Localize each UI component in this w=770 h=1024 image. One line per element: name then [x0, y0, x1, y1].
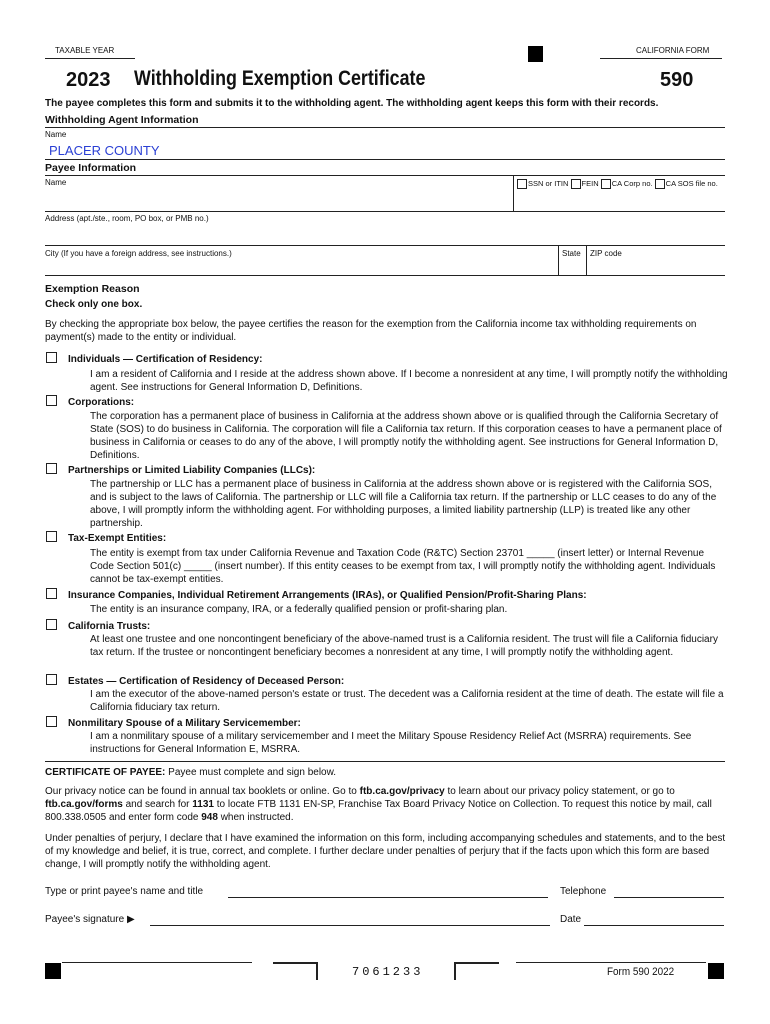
agent-name-label: Name — [45, 130, 67, 139]
barcode-bracket-right-side — [454, 962, 456, 980]
telephone-label: Telephone — [560, 886, 607, 897]
form-number: 590 — [660, 69, 694, 91]
name-title-field[interactable] — [228, 897, 548, 898]
nonmilitary-spouse-checkbox[interactable] — [46, 716, 57, 727]
form-footer: Form 590 2022 — [607, 966, 675, 978]
telephone-field[interactable] — [614, 897, 724, 898]
form-year: 2023 — [66, 69, 111, 91]
footer-registration-mark-right — [708, 963, 724, 979]
privacy-text-3: and search for — [122, 799, 193, 810]
taxable-year-rule — [45, 58, 135, 59]
zip-divider — [586, 245, 587, 275]
form-title: Withholding Exemption Certificate — [134, 67, 426, 90]
certificate-top-rule — [45, 761, 725, 762]
option-individuals-text: I am a resident of California and I reside at the address shown above. If I become a nonresident at any time, I will promptly notify the withholding agent. See instructions for General Information D, Definitions. — [90, 369, 728, 393]
ca-form-rule — [600, 58, 722, 59]
california-form-label: CALIFORNIA FORM — [636, 46, 710, 55]
option-tax-exempt-text: The entity is exempt from tax under California Revenue and Taxation Code (R&TC) Section 23701 _____ (insert letter) or Internal Revenue Code Section 501(c) _____ (insert number). If this entity ceases to be exempt from tax, I will promptly notify the withholding agent. Individuals cannot be tax-exempt entities. — [90, 548, 716, 585]
city-label: City (If you have a foreign address, see instructions.) — [45, 249, 232, 258]
city-rule — [45, 275, 725, 276]
privacy-text-1: Our privacy notice can be found in annual tax booklets or online. Go to — [45, 786, 360, 797]
payee-section-title: Payee Information — [45, 162, 137, 174]
ssn-checkbox[interactable] — [517, 179, 527, 189]
ca-sos-checkbox[interactable] — [655, 179, 665, 189]
signature-label: Payee's signature ▶ — [45, 914, 135, 925]
intro-text: The payee completes this form and submits it to the withholding agent. The withholding agent keeps this form with their records. — [45, 98, 659, 109]
trusts-checkbox[interactable] — [46, 619, 57, 630]
privacy-text-5: when instructed. — [217, 812, 294, 823]
barcode-bracket-right-top — [454, 962, 499, 964]
option-trusts-title: California Trusts: — [68, 621, 151, 632]
barcode-bracket-left-top — [273, 962, 318, 964]
corporations-checkbox[interactable] — [46, 395, 57, 406]
footer-rule-right — [516, 962, 706, 963]
privacy-link[interactable]: ftb.ca.gov/privacy — [359, 786, 445, 797]
option-tax-exempt-title: Tax-Exempt Entities: — [68, 533, 167, 544]
estates-checkbox[interactable] — [46, 674, 57, 685]
option-individuals-title: Individuals — Certification of Residency: — [68, 354, 263, 365]
option-partnerships-title: Partnerships or Limited Liability Companies (LLCs): — [68, 465, 316, 476]
agent-top-rule — [45, 127, 725, 128]
agent-name-value[interactable]: PLACER COUNTY — [49, 143, 160, 158]
address-rule — [45, 245, 725, 246]
payee-id-options — [517, 179, 718, 189]
certificate-heading — [45, 767, 336, 778]
forms-link[interactable]: ftb.ca.gov/forms — [45, 799, 123, 810]
ssn-label: SSN or ITIN — [528, 179, 569, 188]
agent-section-title: Withholding Agent Information — [45, 114, 199, 126]
payee-name-label: Name — [45, 178, 67, 187]
state-label: State — [562, 249, 581, 258]
taxable-year-label: TAXABLE YEAR — [55, 46, 115, 55]
agent-bottom-rule — [45, 159, 725, 160]
registration-mark — [528, 46, 543, 62]
option-estates-text: I am the executor of the above-named person's estate or trust. The decedent was a California resident at the time of death. The estate will file a California fiduciary tax return. — [90, 689, 724, 713]
insurance-checkbox[interactable] — [46, 588, 57, 599]
option-estates-title: Estates — Certification of Residency of Deceased Person: — [68, 676, 345, 687]
individuals-checkbox[interactable] — [46, 352, 57, 363]
option-partnerships-text: The partnership or LLC has a permanent place of business in California at the address shown above or is registered with the California SOS, and is subject to the laws of California. The partnership or LLC will file a California tax return. If the partnership or LLC ceases to do any of the above, I will promptly inform the withholding agent. For withholding purposes, a limited liability partnership (LLP) is treated like any other partnership. — [90, 479, 717, 529]
date-label: Date — [560, 914, 582, 925]
privacy-notice — [45, 785, 730, 824]
check-one-text: Check only one box. — [45, 299, 143, 310]
certificate-label: CERTIFICATE OF PAYEE: — [45, 767, 166, 778]
option-insurance-text: The entity is an insurance company, IRA, or a federally qualified pension or profit-sharing plan. — [90, 604, 508, 615]
option-nonmilitary-spouse-text: I am a nonmilitary spouse of a military servicemember and I meet the Military Spouse Residency Relief Act (MSRRA) requirements. See instructions for General Information E, MSRRA. — [90, 731, 692, 755]
footer-rule-left — [62, 962, 252, 963]
perjury-statement: Under penalties of perjury, I declare that I have examined the information on this form, including accompanying schedules and statements, and to the best of my knowledge and belief, it is true, correct, and complete. I further declare under penalties of perjury that if the facts upon which this form are based change, I will promptly notify the withholding agent. — [45, 833, 726, 870]
payee-top-rule — [45, 175, 725, 176]
option-corporations-text: The corporation has a permanent place of business in California at the address shown above or is qualified through the California Secretary of State (SOS) to do business in California. The corporation will file a California tax return. If this corporation ceases to have a permanent place of business in California or ceases to do any of the above, I will promptly notify the withholding agent. See instructions for General Information D, Definitions. — [90, 411, 722, 461]
date-field[interactable] — [584, 925, 724, 926]
signature-field[interactable] — [150, 925, 550, 926]
privacy-text-2: to learn about our privacy policy statement, or go to — [444, 786, 675, 797]
ca-corp-checkbox[interactable] — [601, 179, 611, 189]
privacy-text-4: to locate FTB 1131 EN-SP, Franchise Tax Board Privacy Notice on Collection. To request this notice by mail, call 800.338.0505 and enter form code — [45, 799, 712, 823]
fein-checkbox[interactable] — [571, 179, 581, 189]
exemption-intro: By checking the appropriate box below, the payee certifies the reason for the exemption from the California income tax withholding requirements on payment(s) made to the entity or individual. — [45, 319, 697, 343]
privacy-form-code: 948 — [201, 812, 218, 823]
barcode-number: 7061233 — [352, 965, 424, 979]
name-title-label: Type or print payee's name and title — [45, 886, 204, 897]
partnerships-checkbox[interactable] — [46, 463, 57, 474]
option-nonmilitary-spouse-title: Nonmilitary Spouse of a Military Servicemember: — [68, 718, 301, 729]
zip-label: ZIP code — [590, 249, 622, 258]
certificate-label-rest: Payee must complete and sign below. — [165, 767, 337, 778]
option-corporations-title: Corporations: — [68, 397, 135, 408]
option-trusts-text: At least one trustee and one noncontingent beneficiary of the above-named trust is a California resident. The trust will file a California fiduciary tax return. If the trustee or noncontingent beneficiary becomes a nonresident at any time, I will promptly notify the withholding agent. — [90, 634, 718, 658]
ca-sos-label: CA SOS file no. — [665, 179, 718, 188]
payee-name-rule — [45, 211, 725, 212]
ca-corp-label: CA Corp no. — [611, 179, 653, 188]
payee-id-divider — [513, 175, 514, 211]
fein-label: FEIN — [581, 179, 599, 188]
exemption-title: Exemption Reason — [45, 283, 140, 295]
state-divider — [558, 245, 559, 275]
tax-exempt-checkbox[interactable] — [46, 531, 57, 542]
address-label: Address (apt./ste., room, PO box, or PMB no.) — [45, 214, 209, 223]
option-insurance-title: Insurance Companies, Individual Retirement Arrangements (IRAs), or Qualified Pension/Profit-Sharing Plans: — [68, 590, 587, 601]
privacy-form-number: 1131 — [192, 799, 214, 810]
barcode-bracket-left-side — [316, 962, 318, 980]
footer-registration-mark-left — [45, 963, 61, 979]
